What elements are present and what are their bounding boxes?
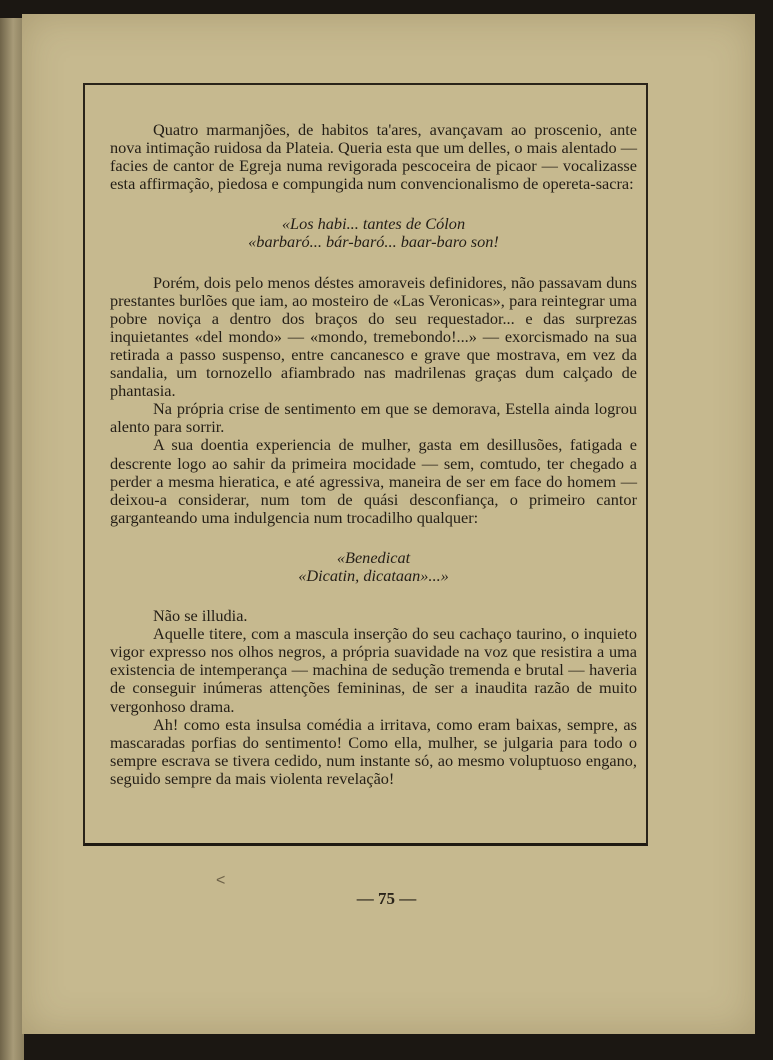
paragraph: A sua doentia experiencia de mulher, gasta em desillusões, fatigada e descrente logo ao sahir da primeira mocidade — sem, comtudo, ter chegado a perder a mesma hieratica, e até agressiva, maneira de ser em face do homem — deixou-a considerar, num tom de quási desconfiança, o primeiro cantor garganteando uma indulgencia num trocadilho qualquer: [110,435,637,527]
paragraph: Ah! como esta insulsa comédia a irritava, como eram baixas, sempre, as mascaradas porfias do sentimento! Como ella, mulher, se julgaria para todo o sempre escrava se tivera cedido, num instante só, ao mesmo voluptuoso engano, seguido sempre da mais violenta revelação! [110,714,637,788]
verse-line: «Dicatin, dicataan»...» [298,565,449,585]
paragraph: Quatro marmanjões, de habitos ta'ares, avançavam ao proscenio, ante nova intimação ruidosa da Plateia. Queria esta que um delles, o mais alentado — facies de cantor de Egreja numa revigorada pescoceira de picaor — vocalizasse esta affirmação, piedosa e compungida num convencionalismo de opereta-sacra: [110,120,637,194]
paragraph: Não se illudia. [153,606,248,626]
verse-line: «barbaró... bár-baró... baar-baro son! [248,232,499,252]
body-text [110,121,637,788]
page-number: — 75 — [356,889,417,908]
verse-line: «Benedicat [336,547,411,567]
paragraph: Na própria crise de sentimento em que se demorava, Estella ainda logrou alento para sorrir. [110,399,637,437]
paragraph: Porém, dois pelo menos déstes amoraveis definidores, não passavam duns prestantes burlões que iam, ao mosteiro de «Las Veronicas», para reintegrar uma pobre noviça a dentro dos braços do seu requestador... e das surprezas inquietantes «del mondo» — «mondo, tremebondo!...» — exorcismado na sua retirada a passo suspenso, entre cancanesco e grave que mostrava, em vez da sandalia, um tornozello afiambrado nas madrilenas graças dum calçado de phantasia. [110,272,637,401]
verse-line: «Los habi... tantes de Cólon [281,214,466,234]
margin-mark: < [216,872,226,889]
paragraph: Aquelle titere, com a mascula inserção do seu cachaço taurino, o inquieto vigor expresso nos olhos negros, a própria suavidade na voz que resistira a uma existencia de intemperança — machina de sedução tremenda e brutal — haveria de conseguir inúmeras attenções femininas, de ser a inaudita razão de muito vergonhoso drama. [110,624,637,716]
